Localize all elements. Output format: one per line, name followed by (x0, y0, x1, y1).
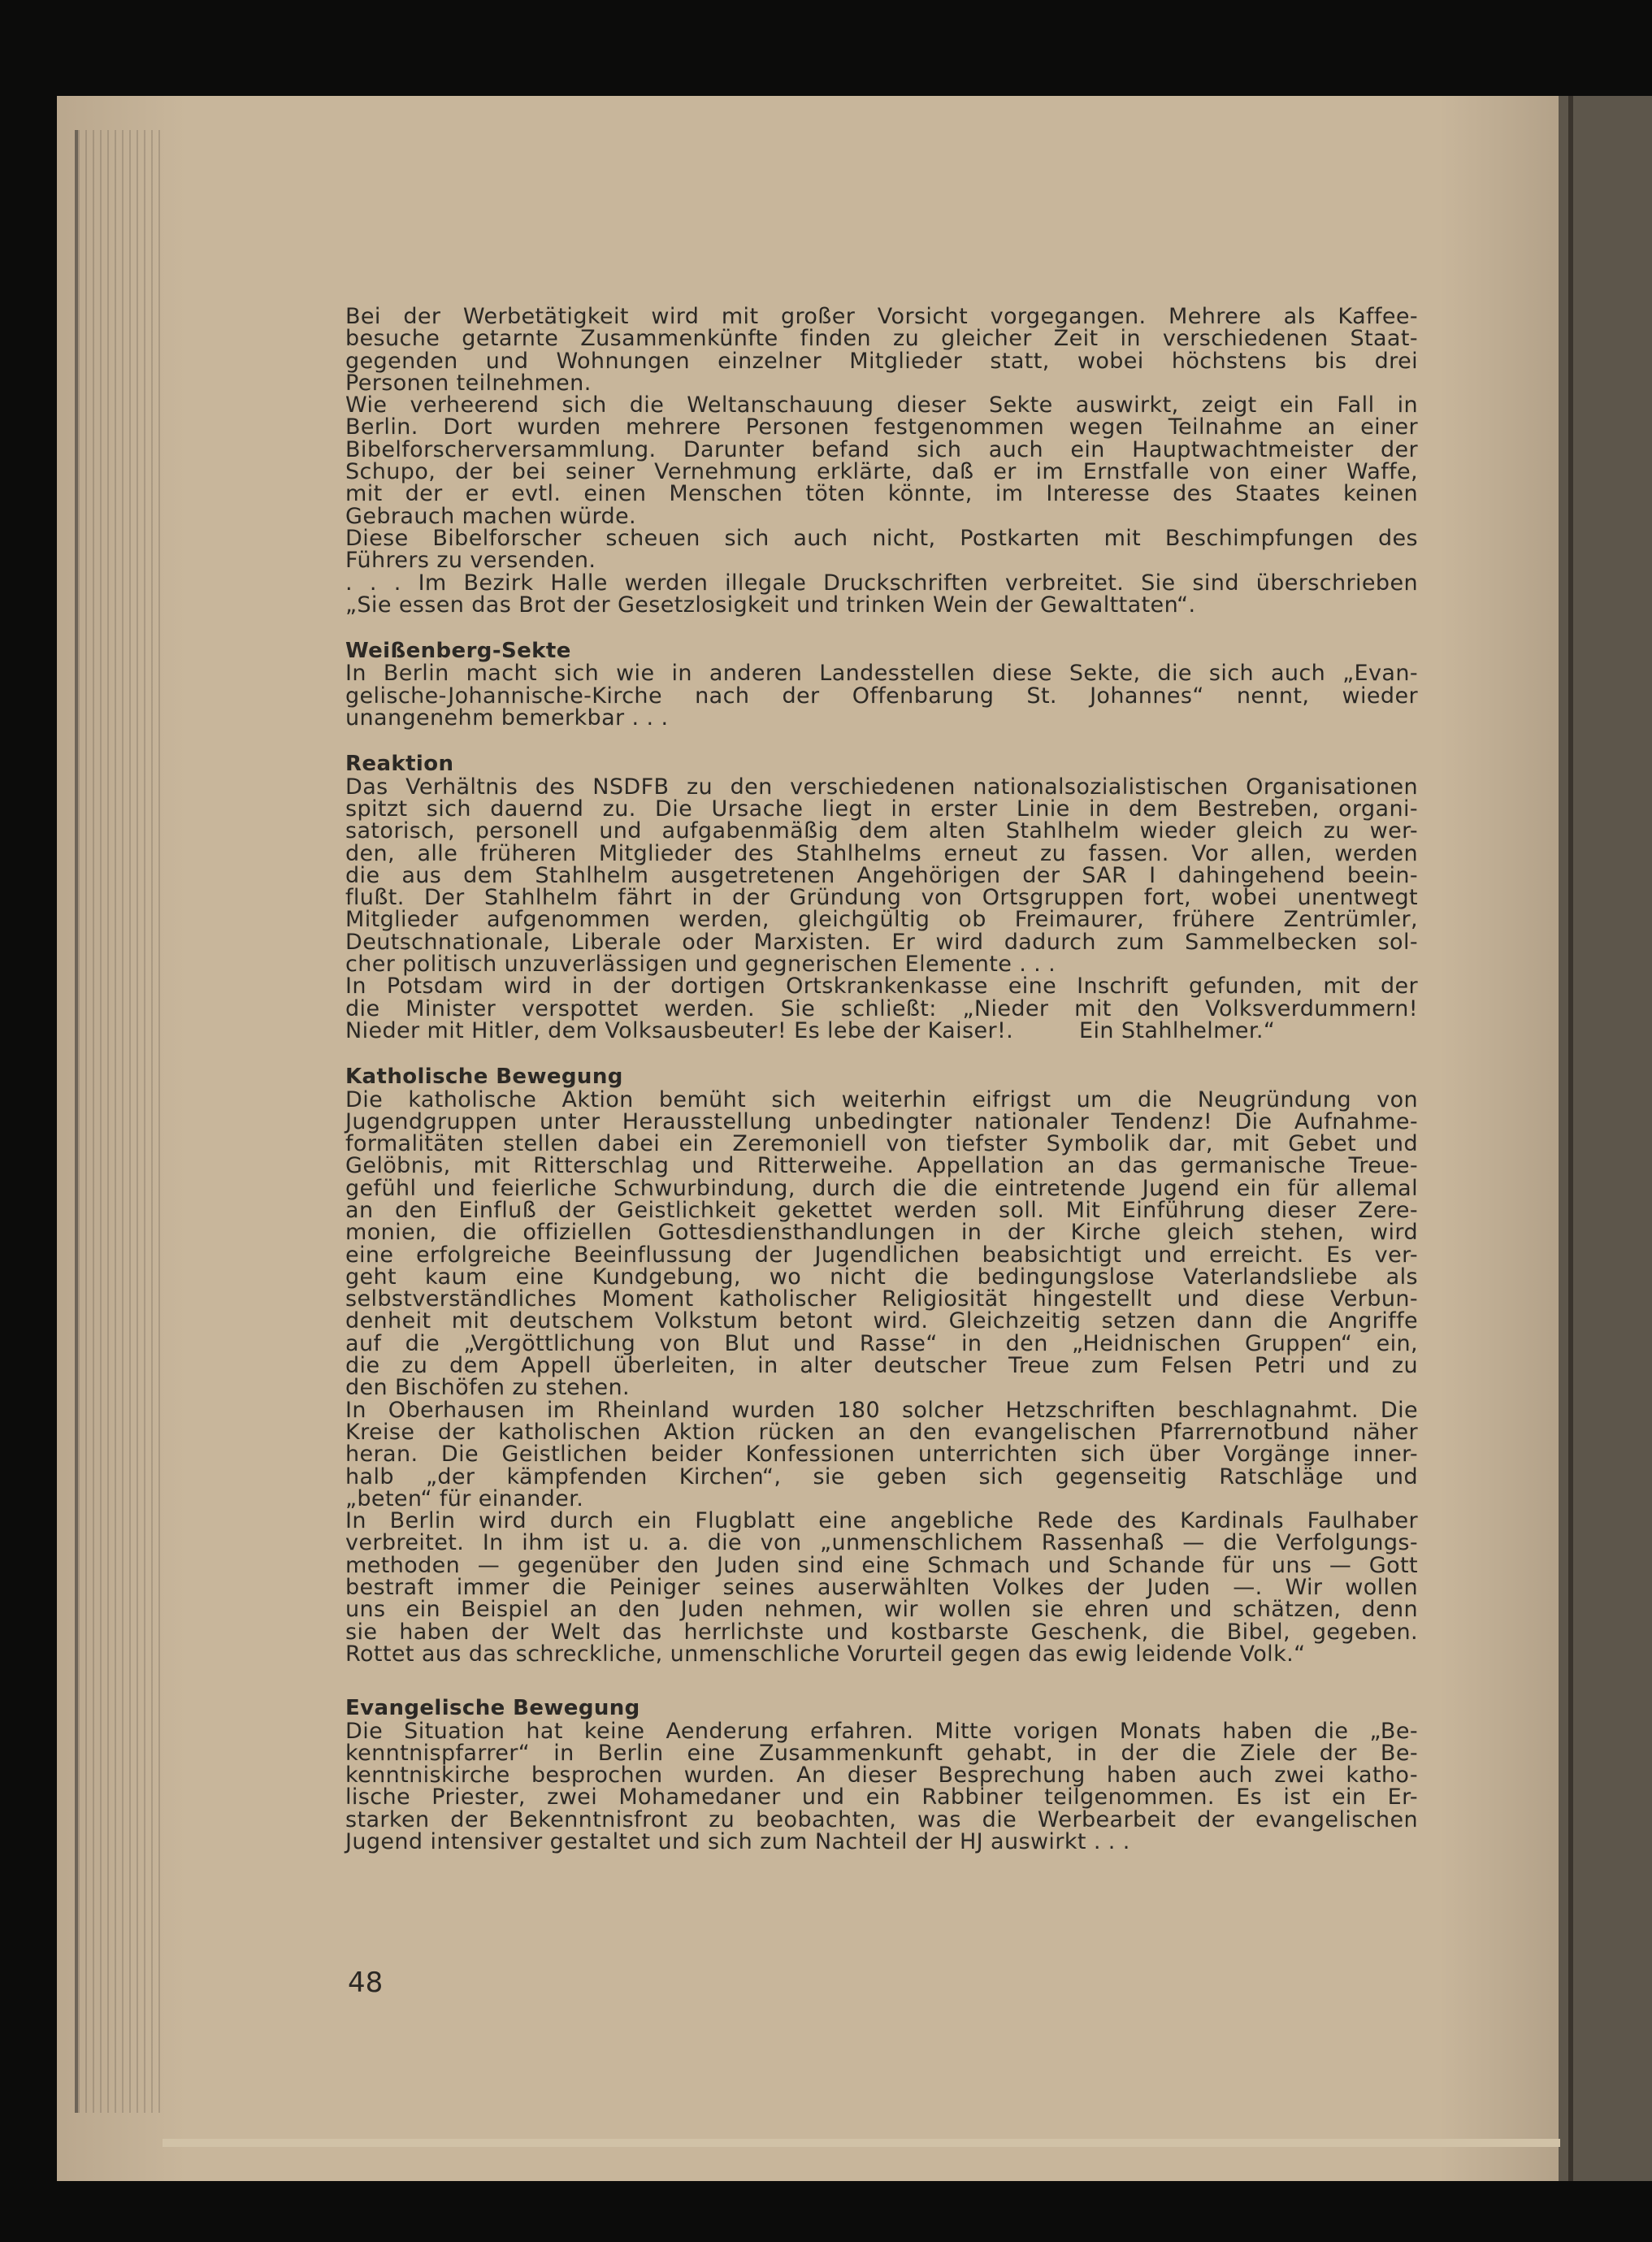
text-line: Rottet aus das schreckliche, unmenschliche Vorurteil gegen das ewig leidende Volk.“ (345, 1641, 1306, 1667)
text-line: an den Einfluß der Geistlichkeit gekettet werden soll. Mit Einführung dieser Zere- (345, 1197, 1418, 1223)
page-number: 48 (348, 1967, 384, 1999)
text-line: starken der Bekenntnisfront zu beobachten, was die Werbearbeit der evangelischen (345, 1806, 1418, 1832)
text-line: Deutschnationale, Liberale oder Marxisten. Er wird dadurch zum Sammelbecken sol- (345, 929, 1418, 955)
text-line: bestraft immer die Peiniger seines auserwählten Volkes der Juden —. Wir wollen (345, 1575, 1418, 1601)
text-line: Schupo, der bei seiner Vernehmung erklärte, daß er im Ernstfalle von einer Waffe, (345, 459, 1418, 485)
text-line: Diese Bibelforscher scheuen sich auch nicht, Postkarten mit Beschimpfungen des (345, 525, 1418, 551)
section-heading: Weißenberg-Sekte (345, 639, 571, 664)
text-line: flußt. Der Stahlhelm fährt in der Gründung von Ortsgruppen fort, wobei unentwegt (345, 885, 1418, 911)
facing-page-edge (1559, 96, 1652, 2181)
text-line: gegenden und Wohnungen einzelner Mitglieder statt, wobei höchstens bis drei (345, 348, 1418, 374)
text-line: Berlin. Dort wurden mehrere Personen festgenommen wegen Teilnahme an einer (345, 414, 1418, 440)
text-line: In Berlin macht sich wie in anderen Landesstellen diese Sekte, die sich auch „Evan- (345, 661, 1418, 687)
text-line: eine erfolgreiche Beeinflussung der Jugendlichen beabsichtigt und erreicht. Es ver- (345, 1242, 1418, 1268)
text-line: In Potsdam wird in der dortigen Ortskrankenkasse eine Inschrift gefunden, mit der (345, 974, 1418, 1000)
text-line: Personen teilnehmen. (345, 370, 592, 396)
page-bottom-edge (163, 2139, 1560, 2147)
text-line: selbstverständliches Moment katholischer Religiosität hingestellt und diese Verbun- (345, 1286, 1418, 1312)
text-line: lische Priester, zwei Mohamedaner und ein Rabbiner teilgenommen. Es ist ein Er- (345, 1784, 1418, 1811)
text-line: mit der er evtl. einen Menschen töten könnte, im Interesse des Staates keinen (345, 481, 1418, 507)
text-line: Nieder mit Hitler, dem Volksausbeuter! Es lebe der Kaiser!. Ein Stahlhelmer.“ (345, 1017, 1276, 1043)
section-katholische-bewegung (345, 1066, 1418, 1665)
text-line: Gebrauch machen würde. (345, 503, 637, 529)
text-line: formalitäten stellen dabei ein Zeremoniell von tiefster Symbolik dar, mit Gebet und (345, 1131, 1418, 1157)
intro-block (345, 306, 1418, 616)
text-line: gelische-Johannische-Kirche nach der Offenbarung St. Johannes“ nennt, wieder (345, 683, 1418, 709)
text-line: monien, die offiziellen Gottesdiensthandlungen in der Kirche gleich stehen, wird (345, 1220, 1418, 1246)
section-reaktion (345, 753, 1418, 1042)
text-line: Bibelforscherversammlung. Darunter befand sich auch ein Hauptwachtmeister der (345, 436, 1418, 462)
text-line: spitzt sich dauernd zu. Die Ursache liegt in erster Linie in dem Bestreben, organi- (345, 796, 1418, 822)
text-line: besuche getarnte Zusammenkünfte finden zu gleicher Zeit in verschiedenen Staat- (345, 326, 1418, 352)
text-line: geht kaum eine Kundgebung, wo nicht die bedingungslose Vaterlandsliebe als (345, 1264, 1418, 1290)
text-line: unangenehm bemerkbar . . . (345, 705, 669, 731)
text-line: die Minister verspottet werden. Sie schließt: „Nieder mit den Volksverdummern! (345, 995, 1418, 1021)
section-heading: Katholische Bewegung (345, 1065, 623, 1090)
text-line: Jugendgruppen unter Herausstellung unbedingter nationaler Tendenz! Die Aufnahme- (345, 1108, 1418, 1134)
text-line: den, alle früheren Mitglieder des Stahlhelms erneut zu fassen. Vor allen, werden (345, 840, 1418, 866)
text-line: „beten“ für einander. (345, 1485, 584, 1511)
text-line: den Bischöfen zu stehen. (345, 1375, 630, 1401)
text-line: Führers zu versenden. (345, 548, 596, 574)
text-line: Die Situation hat keine Aenderung erfahren. Mitte vorigen Monats haben die „Be- (345, 1718, 1418, 1744)
text-line: denheit mit deutschem Volkstum betont wird. Gleichzeitig setzen dann die Angriffe (345, 1308, 1418, 1334)
text-line: auf die „Vergöttlichung von Blut und Rasse“ in den „Heidnischen Gruppen“ ein, (345, 1330, 1418, 1356)
text-line: kenntniskirche besprochen wurden. An dieser Besprechung haben auch zwei katho- (345, 1763, 1418, 1789)
section-heading: Reaktion (345, 752, 454, 777)
text-line: Wie verheerend sich die Weltanschauung dieser Sekte auswirkt, zeigt ein Fall in (345, 392, 1418, 418)
section-evangelische-bewegung (345, 1698, 1418, 1853)
section-heading: Evangelische Bewegung (345, 1696, 640, 1721)
page-binding-edge (75, 130, 166, 2113)
text-line: Bei der Werbetätigkeit wird mit großer Vorsicht vorgegangen. Mehrere als Kaffee- (345, 304, 1418, 329)
text-line: methoden — gegenüber den Juden sind eine Schmach und Schande für uns — Gott (345, 1552, 1418, 1578)
section-weissenberg-sekte (345, 640, 1418, 729)
text-line: uns ein Beispiel an den Juden nehmen, wir wollen sie ehren und schätzen, denn (345, 1597, 1418, 1623)
text-line: heran. Die Geistlichen beider Konfessionen unterrichten sich über Vorgänge inner- (345, 1442, 1418, 1468)
text-line: die zu dem Appell überleiten, in alter deutscher Treue zum Felsen Petri und zu (345, 1353, 1418, 1379)
text-line: cher politisch unzuverlässigen und gegnerischen Elemente . . . (345, 952, 1056, 978)
text-line: die aus dem Stahlhelm ausgetretenen Angehörigen der SAR I dahingehend beein- (345, 862, 1418, 888)
text-line: In Berlin wird durch ein Flugblatt eine angebliche Rede des Kardinals Faulhaber (345, 1508, 1418, 1534)
text-line: Die katholische Aktion bemüht sich weiterhin eifrigst um die Neugründung von (345, 1086, 1418, 1112)
text-line: halb „der kämpfenden Kirchen“, sie geben sich gegenseitig Ratschläge und (345, 1464, 1418, 1490)
text-line: Gelöbnis, mit Ritterschlag und Ritterweihe. Appellation an das germanische Treue- (345, 1153, 1418, 1179)
text-line: In Oberhausen im Rheinland wurden 180 solcher Hetzschriften beschlagnahmt. Die (345, 1397, 1418, 1423)
text-line: „Sie essen das Brot der Gesetzlosigkeit und trinken Wein der Gewalttaten“. (345, 592, 1196, 618)
text-line: satorisch, personell und aufgabenmäßig dem alten Stahlhelm wieder gleich zu wer- (345, 818, 1418, 844)
text-line: Jugend intensiver gestaltet und sich zum Nachteil der HJ auswirkt . . . (345, 1829, 1130, 1854)
text-line: verbreitet. In ihm ist u. a. die von „unmenschlichem Rassenhaß — die Verfolgungs- (345, 1530, 1418, 1556)
text-line: gefühl und feierliche Schwurbindung, durch die die eintretende Jugend ein für allemal (345, 1175, 1418, 1201)
text-line: . . . Im Bezirk Halle werden illegale Druckschriften verbreitet. Sie sind überschrieben (345, 570, 1418, 596)
text-line: Mitglieder aufgenommen werden, gleichgültig ob Freimaurer, frühere Zentrümler, (345, 907, 1418, 933)
text-line: sie haben der Welt das herrlichste und kostbarste Geschenk, die Bibel, gegeben. (345, 1619, 1418, 1645)
text-line: Das Verhältnis des NSDFB zu den verschiedenen nationalsozialistischen Organisationen (345, 774, 1418, 800)
text-line: kenntnispfarrer“ in Berlin eine Zusammenkunft gehabt, in der die Ziele der Be- (345, 1740, 1418, 1766)
page-text (345, 306, 1418, 1853)
text-line: Kreise der katholischen Aktion rücken an den evangelischen Pfarrernotbund näher (345, 1419, 1418, 1445)
